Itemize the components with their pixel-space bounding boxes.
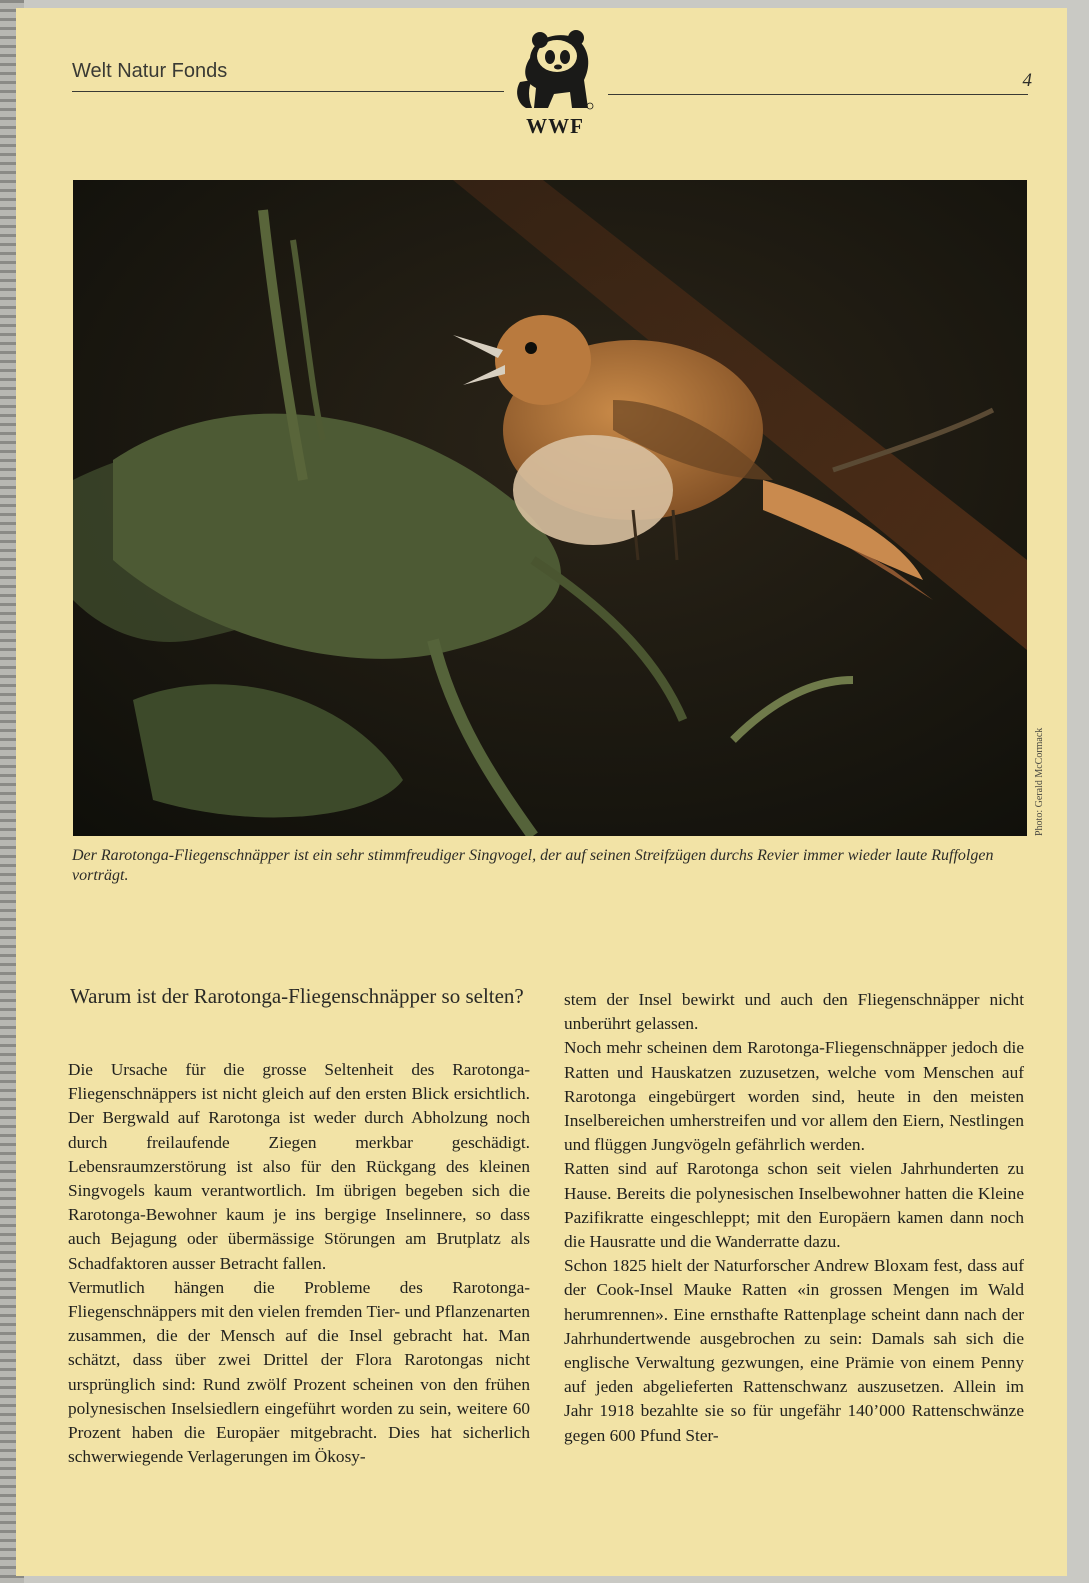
panda-logo-icon xyxy=(510,22,600,114)
paragraph: Schon 1825 hielt der Naturforscher Andrew Bloxam fest, dass auf der Cook-Insel Mauke Ratten «in grossen Mengen im Wald herumrennen». Eine ernsthafte Rattenplage scheint dann nach der Jahrhundertwende ausgebrochen zu sein: Damals sah sich die englische Verwaltung gezwungen, eine Prämie von einem Penny auf jeden abgelieferten Rattenschwanz auszusetzen. Allein im Jahr 1918 bezahlte sie so für ungefähr 140’000 Rattenschwänze gegen 600 Pfund Ster- xyxy=(564,1256,1024,1445)
article-column-right xyxy=(564,988,1024,1448)
header-rule-left xyxy=(72,91,504,92)
page-number: 4 xyxy=(1022,70,1032,91)
paragraph: Ratten sind auf Rarotonga schon seit vielen Jahrhunderten zu Hause. Bereits die polynesischen Inselbewohner hatten die Kleine Pazifikratte eingeschleppt; mit den Europäern kamen dann noch die Hausratte und die Wanderratte dazu. xyxy=(564,1159,1024,1252)
paragraph: Vermutlich hängen die Probleme des Rarotonga-Fliegenschnäppers mit den vielen fremden Tier- und Pflanzenarten zusammen, die der Mensch auf die Insel gebracht hat. Man schätzt, dass über zwei Drittel der Flora Rarotongas nicht ursprünglich sind: Rund zwölf Prozent scheinen von den frühen polynesischen Inselsiedlern eingeführt worden zu sein, weitere 60 Prozent haben die Europäer mitgebracht. Dies hat sicherlich schwerwiegende Verlagerungen im Ökosy- xyxy=(68,1277,530,1467)
paragraph: Noch mehr scheinen dem Rarotonga-Fliegenschnäpper jedoch die Ratten und Hauskatzen zuzusetzen, welche vom Menschen auf Rarotonga eingebürgert worden sind, heute in den meisten Inselbereichen umherstreifen und vor allem den Eiern, Nestlingen und flüggen Jungvögeln gefährlich werden. xyxy=(564,1038,1024,1155)
photo-caption: Der Rarotonga-Fliegenschnäpper ist ein sehr stimmfreudiger Singvogel, der auf seinen Streifzügen durchs Revier immer wieder laute Ruffolgen vorträgt. xyxy=(72,847,994,884)
article-heading: Warum ist der Rarotonga-Fliegenschnäpper so selten? xyxy=(70,984,524,1008)
bird-photo xyxy=(73,180,1027,836)
header-rule-right xyxy=(608,94,1028,95)
wwf-logo-text: WWF xyxy=(526,114,584,138)
header-org-name: Welt Natur Fonds xyxy=(72,60,228,82)
photo-credit: Photo: Gerald McCormack xyxy=(1034,727,1045,836)
article-column-left xyxy=(68,1058,530,1469)
paragraph: stem der Insel bewirkt und auch den Fliegenschnäpper nicht unberührt gelassen. xyxy=(564,990,1024,1034)
paragraph: Die Ursache für die grosse Seltenheit des Rarotonga-Fliegenschnäppers ist nicht gleich auf den ersten Blick ersichtlich. Der Bergwald auf Rarotonga ist weder durch Abholzung noch durch freilaufende Ziegen merkbar geschädigt. Lebensraumzerstörung ist also für den Rückgang des kleinen Singvogels kaum verantwortlich. Im übrigen begeben sich die Rarotonga-Bewohner kaum je ins bergige Inselinnere, so dass auch Bejagung oder übermässige Störungen am Brutplatz als Schadfaktoren ausser Betracht fallen. xyxy=(68,1060,530,1273)
